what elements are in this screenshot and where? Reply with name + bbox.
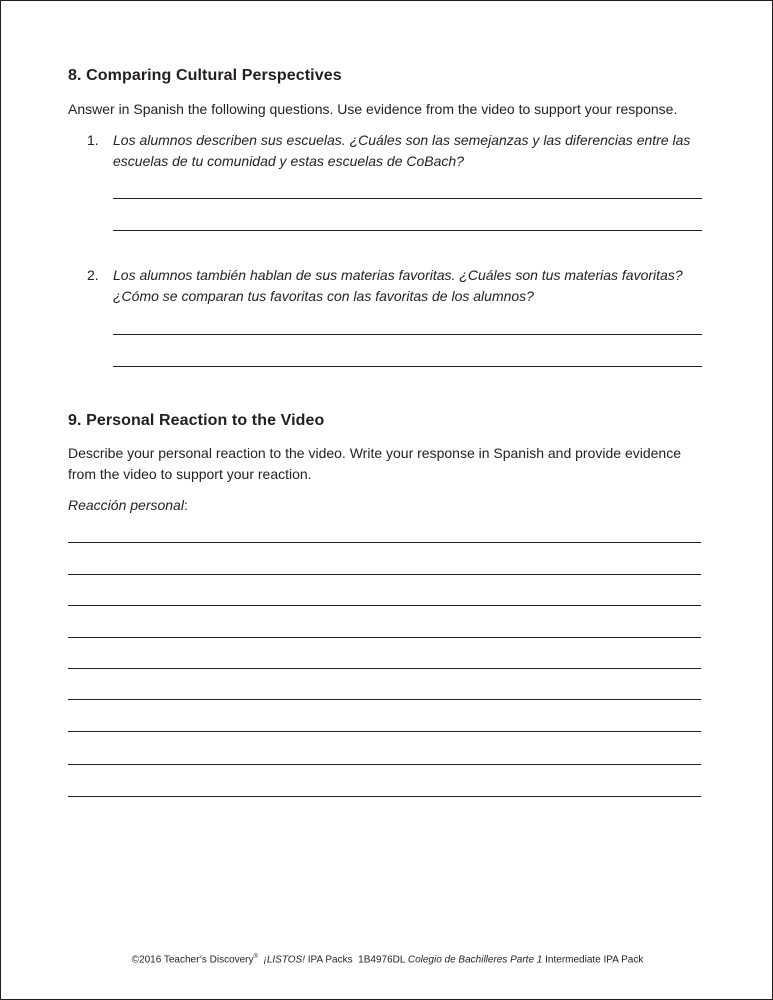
reaction-line-2[interactable] (68, 574, 701, 575)
section-8-heading: 8. Comparing Cultural Perspectives (68, 67, 342, 84)
question-2-number: 2. (87, 267, 99, 283)
reaction-prompt-colon: : (183, 497, 188, 513)
footer-suffix: Intermediate IPA Pack (542, 954, 644, 966)
question-1-text: Los alumnos describen sus escuelas. ¿Cuáles son las semejanzas y las diferencias entre las escuelas de tu comunidad y estas escuelas de CoBach? (113, 132, 691, 169)
reaction-line-7[interactable] (68, 731, 701, 732)
reaction-line-8[interactable] (68, 764, 701, 765)
reaction-line-6[interactable] (68, 699, 701, 700)
answer-line-q1-1[interactable] (113, 198, 702, 199)
question-2-text: Los alumnos también hablan de sus materias favoritas. ¿Cuáles son tus materias favoritas? ¿Cómo se comparan tus favoritas con las favoritas de los alumnos? (113, 267, 683, 304)
reaction-prompt-label: Reacción personal (68, 497, 184, 513)
reaction-line-3[interactable] (68, 605, 701, 606)
reaction-prompt (68, 495, 708, 516)
page-footer (1, 954, 773, 965)
footer-registered-mark: ® (253, 954, 258, 960)
question-1-number: 1. (87, 132, 99, 148)
footer-product: IPA Packs 1B4976DL (305, 954, 408, 966)
reaction-line-1[interactable] (68, 542, 701, 543)
footer-brand: ¡LISTOS! (263, 954, 305, 966)
section-9-instructions: Describe your personal reaction to the video. Write your response in Spanish and provide evidence from the video to support your reaction. (68, 445, 681, 482)
section-8-instructions: Answer in Spanish the following questions. Use evidence from the video to support your response. (68, 101, 678, 117)
section-9-heading: 9. Personal Reaction to the Video (68, 412, 325, 429)
reaction-line-4[interactable] (68, 637, 701, 638)
reaction-line-5[interactable] (68, 668, 701, 669)
footer-title: Colegio de Bachilleres Parte 1 (407, 954, 543, 966)
footer-copyright: ©2016 Teacher’s Discovery (131, 954, 254, 966)
answer-line-q2-1[interactable] (113, 334, 702, 335)
reaction-line-9[interactable] (68, 796, 701, 797)
answer-line-q2-2[interactable] (113, 366, 702, 367)
answer-line-q1-2[interactable] (113, 230, 702, 231)
